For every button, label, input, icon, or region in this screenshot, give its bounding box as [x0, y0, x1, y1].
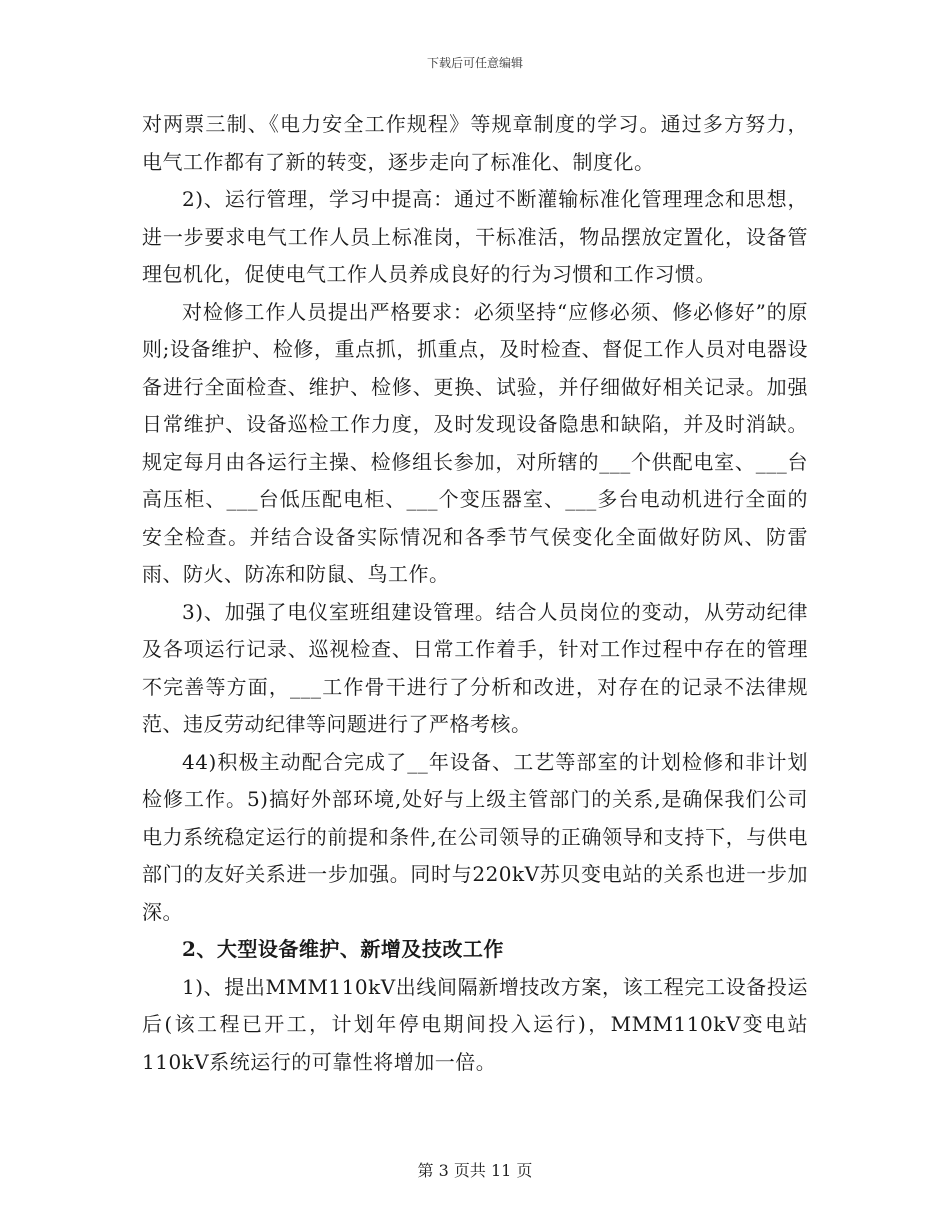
paragraph-retrofit-plan: 1)、提出MMM110kV出线间隔新增技改方案，该工程完工设备投运后(该工程已开工，计划年停电期间投入运行)，MMM110kV变电站110kV系统运行的可靠性将增加一倍。 — [142, 974, 808, 1074]
section-heading: 2、大型设备维护、新增及技改工作 — [182, 937, 504, 961]
document-body — [142, 106, 808, 1081]
paragraph-operation-management: 2)、运行管理，学习中提高：通过不断灌输标准化管理理念和思想，进一步要求电气工作人员上标准岗，干标准活，物品摆放定置化，设备管理包机化，促使电气工作人员养成良好的行为习惯和工作习惯。 — [142, 187, 808, 286]
page-header: 下载后可任意编辑 — [426, 56, 523, 70]
page-footer: 第 3 页共 11 页 — [417, 1161, 533, 1180]
paragraph-maintenance-requirements: 对检修工作人员提出严格要求：必须坚持“应修必须、修必修好”的原则;设备维护、检修，重点抓，抓重点，及时检查、督促工作人员对电器设备进行全面检查、维护、检修、更换、试验，并仔细做好相关记录。加强日常维护、设备巡检工作力度，及时发现设备隐患和缺陷，并及时消缺。规定每月由各运行主操、检修组长参加，对所辖的___个供配电室、___台高压柜、___台低压配电柜、___个变压器室、___多台电动机进行全面的安全检查。并结合设备实际情况和各季节气侯变化全面做好防风、防雷雨、防火、防冻和防鼠、鸟工作。 — [142, 299, 808, 586]
paragraph-planned-maintenance: 44)积极主动配合完成了__年设备、工艺等部室的计划检修和非计划检修工作。5)搞好外部环境,处好与上级主管部门的关系,是确保我们公司电力系统稳定运行的前提和条件,在公司领导的正确领导和支持下，与供电部门的友好关系进一步加强。同时与220kV苏贝变电站的关系也进一步加深。 — [142, 749, 808, 924]
paragraph-regulations: 对两票三制、《电力安全工作规程》等规章制度的学习。通过多方努力，电气工作都有了新的转变，逐步走向了标准化、制度化。 — [142, 112, 808, 174]
paragraph-team-building: 3)、加强了电仪室班组建设管理。结合人员岗位的变动，从劳动纪律及各项运行记录、巡视检查、日常工作着手，针对工作过程中存在的管理不完善等方面，___工作骨干进行了分析和改进，对存在的记录不法律规范、违反劳动纪律等问题进行了严格考核。 — [142, 599, 808, 736]
